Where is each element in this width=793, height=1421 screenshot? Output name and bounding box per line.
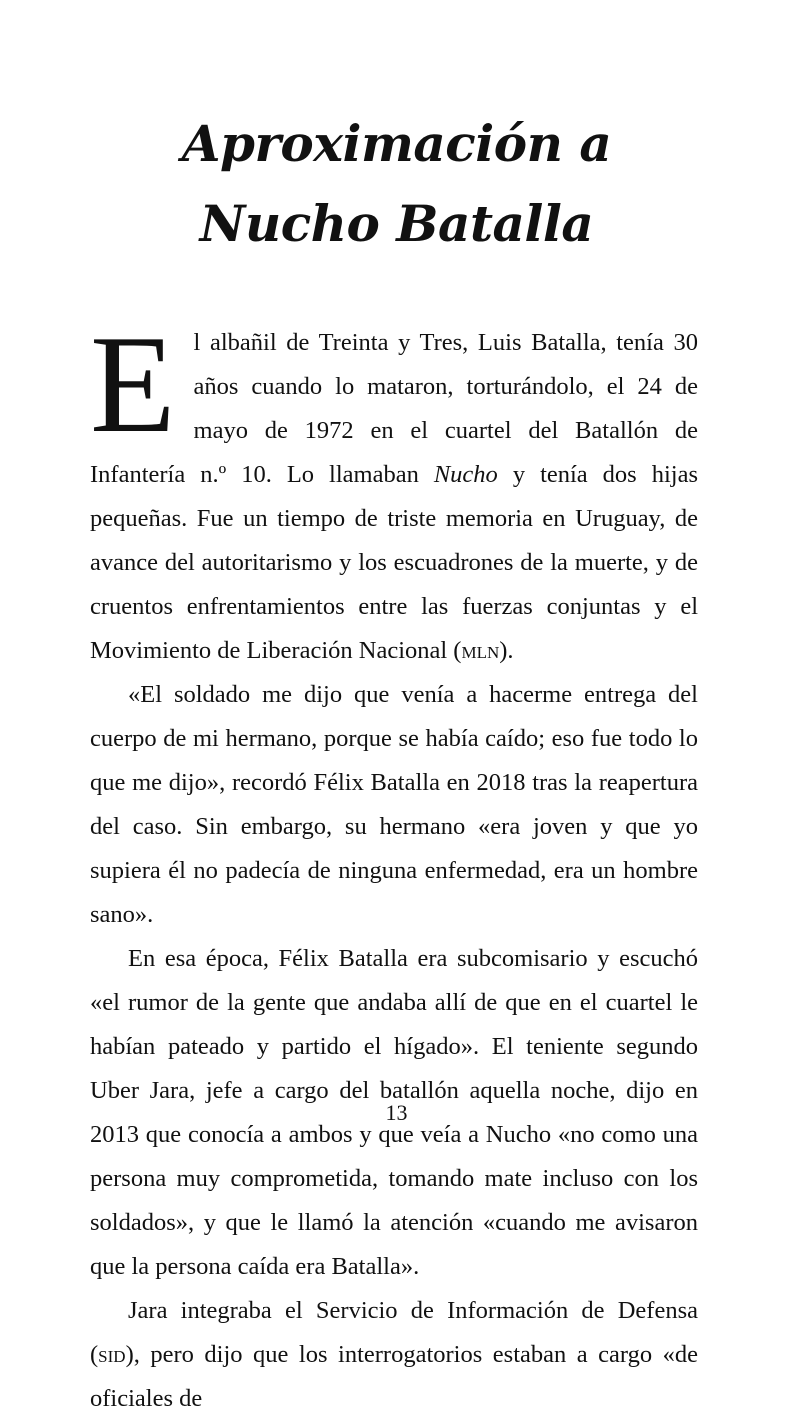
chapter-title-line-2: Nucho Batalla <box>199 194 594 253</box>
paragraph-2: «El soldado me dijo que venía a hacerme entrega del cuerpo de mi hermano, porque se había caído; eso fue todo lo que me dijo», recordó Félix Batalla en 2018 tras la reapertura del caso. Sin embargo, su hermano «era joven y que yo supiera él no padecía de ninguna enfermedad, era un hombre sano». <box>90 681 698 928</box>
body-text <box>90 307 698 1421</box>
paragraph-1-text-b: y tenía dos hijas pequeñas. Fue un tiempo de triste memoria en Uruguay, de avance del autoritarismo y los escuadrones de la muerte, y de cruentos enfrentamientos entre las fuerzas conjuntas y el Movimiento de Liberación Nacional ( <box>90 461 698 664</box>
paragraph-4-text-a: Jara integraba el Servicio de Información de Defensa ( <box>90 1297 698 1368</box>
paragraph-3: En esa época, Félix Batalla era subcomisario y escuchó «el rumor de la gente que andaba allí de que en el cuartel le habían pateado y partido el hígado». El teniente segundo Uber Jara, jefe a cargo del batallón aquella noche, dijo en 2013 que conocía a ambos y que veía a Nucho «no como una persona muy comprometida, tomando mate incluso con los soldados», y que le llamó la atención «cuando me avisaron que la persona caída era Batalla». <box>90 945 698 1280</box>
paragraph-4-abbreviation: sid <box>98 1341 126 1368</box>
paragraph-1-text-a: l albañil de Treinta y Tres, Luis Batalla, tenía 30 años cuando lo mataron, torturándolo, el 24 de mayo de 1972 en el cuartel del Batallón de Infantería n.º 10. Lo llamaban <box>90 329 698 488</box>
paragraph-4 <box>90 1289 698 1421</box>
chapter-title-line-1: Aproximación a <box>181 114 612 173</box>
paragraph-1 <box>90 307 698 673</box>
paragraph-1-text-c: ). <box>499 637 514 664</box>
paragraph-1-emphasis: Nucho <box>433 461 498 488</box>
paragraph-1-abbreviation: mln <box>461 637 500 664</box>
page-number: 13 <box>385 1100 408 1125</box>
drop-cap: E <box>90 307 176 462</box>
chapter-title <box>0 104 793 264</box>
paragraph-4-text-b: ), pero dijo que los interrogatorios estaban a cargo «de oficiales de <box>90 1341 698 1412</box>
